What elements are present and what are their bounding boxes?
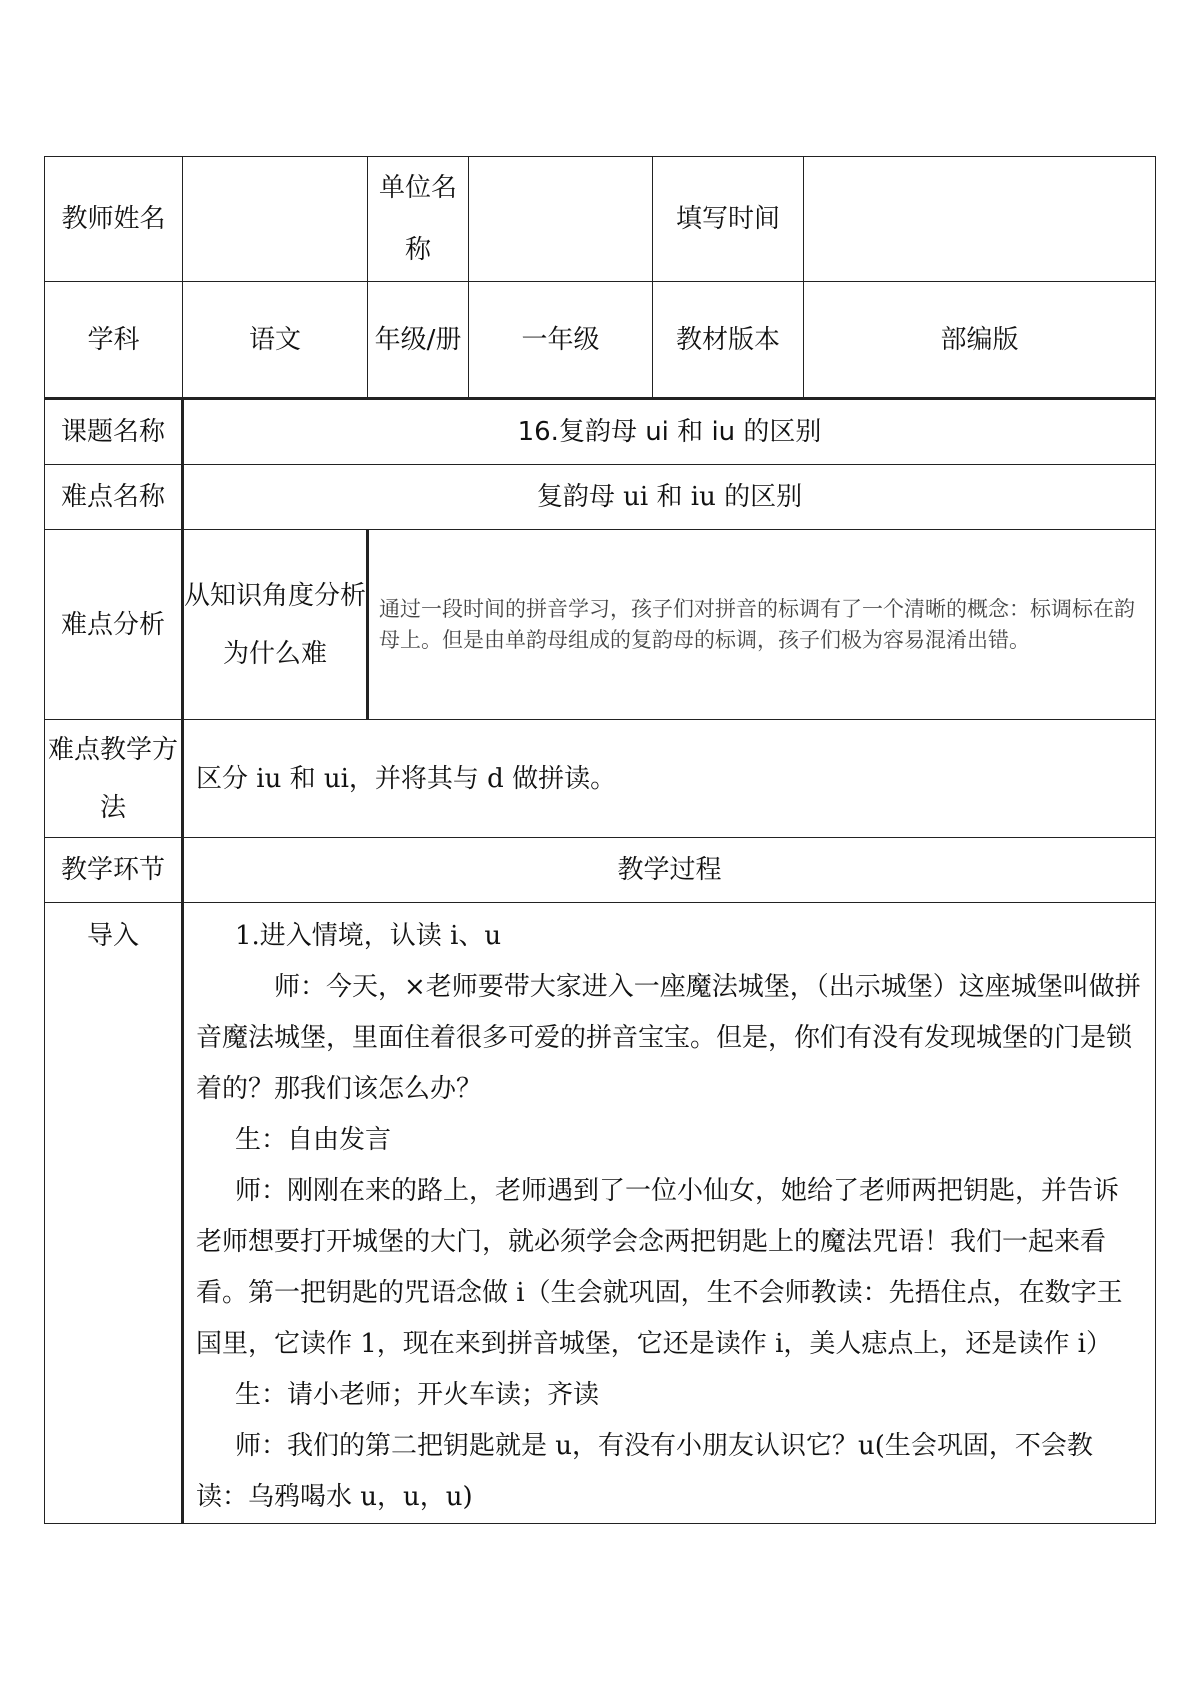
topic-value: 16.复韵母 ui 和 iu 的区别 xyxy=(183,399,1156,465)
subject-value: 语文 xyxy=(183,282,368,399)
stage-label: 教学环节 xyxy=(45,838,183,903)
intro-line-1: 1.进入情境，认读 i、u xyxy=(235,921,502,951)
method-row xyxy=(45,720,1156,838)
method-text: 区分 iu 和 ui，并将其与 d 做拼读。 xyxy=(183,720,1156,838)
difficulty-row xyxy=(45,465,1156,530)
analysis-text: 通过一段时间的拼音学习，孩子们对拼音的标调有了一个清晰的概念：标调标在韵母上。但是由单韵母组成的复韵母的标调，孩子们极为容易混淆出错。 xyxy=(368,530,1156,720)
intro-line-3: 生：自由发言 xyxy=(235,1125,392,1155)
lesson-plan-table xyxy=(44,156,1156,1524)
topic-row xyxy=(45,399,1156,465)
teacher-name-label: 教师姓名 xyxy=(45,157,183,282)
method-label: 难点教学方法 xyxy=(45,720,183,838)
lesson-plan-page xyxy=(44,156,1155,1524)
textbook-label: 教材版本 xyxy=(653,282,804,399)
difficulty-label: 难点名称 xyxy=(45,465,183,530)
intro-stage-label: 导入 xyxy=(45,903,183,1524)
intro-line-5: 生：请小老师；开火车读；齐读 xyxy=(235,1380,600,1410)
analysis-label: 难点分析 xyxy=(45,530,183,720)
intro-line-2: 师：今天，×老师要带大家进入一座魔法城堡，（出示城堡）这座城堡叫做拼音魔法城堡，里面住着很多可爱的拼音宝宝。但是，你们有没有发现城堡的门是锁着的？那我们该怎么办？ xyxy=(196,972,1141,1104)
process-header-row xyxy=(45,838,1156,903)
unit-name-label: 单位名称 xyxy=(368,157,469,282)
analysis-sublabel: 从知识角度分析为什么难 xyxy=(183,530,368,720)
intro-line-6: 师：我们的第二把钥匙就是 u，有没有小朋友认识它？u(生会巩固，不会教读：乌鸦喝水 u，u，u) xyxy=(196,1431,1093,1512)
header-row-2 xyxy=(45,282,1156,399)
topic-label: 课题名称 xyxy=(45,399,183,465)
analysis-row xyxy=(45,530,1156,720)
unit-name-value xyxy=(469,157,653,282)
intro-process xyxy=(183,903,1156,1524)
subject-label: 学科 xyxy=(45,282,183,399)
textbook-value: 部编版 xyxy=(804,282,1156,399)
fill-time-label: 填写时间 xyxy=(653,157,804,282)
fill-time-value xyxy=(804,157,1156,282)
grade-label: 年级/册 xyxy=(368,282,469,399)
intro-line-4: 师：刚刚在来的路上，老师遇到了一位小仙女，她给了老师两把钥匙，并告诉老师想要打开城堡的大门，就必须学会念两把钥匙上的魔法咒语！我们一起来看看。第一把钥匙的咒语念做 i（生会就巩固，生不会师教读：先捂住点，在数字王国里，它读作 1，现在来到拼音城堡，它还是读作 i，美人痣点上，还是读作 i） xyxy=(196,1176,1123,1359)
intro-row xyxy=(45,903,1156,1524)
header-row-1 xyxy=(45,157,1156,282)
process-label: 教学过程 xyxy=(183,838,1156,903)
grade-value: 一年级 xyxy=(469,282,653,399)
difficulty-value: 复韵母 ui 和 iu 的区别 xyxy=(183,465,1156,530)
teacher-name-value xyxy=(183,157,368,282)
